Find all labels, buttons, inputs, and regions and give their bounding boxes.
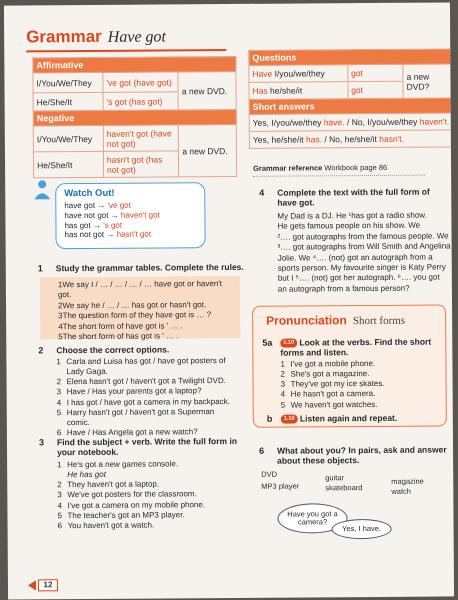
list-item: Lady Gaga.	[66, 367, 108, 377]
list-item: 1 I've got a mobile phone.	[280, 358, 376, 369]
exercise-title: What about you? In pairs, ask and answer about these objects.	[277, 444, 447, 466]
table-cell: hasn't got (has not got)	[103, 151, 179, 178]
watch-out-line: have got → 've got	[64, 201, 131, 211]
grammar-heading: Grammar	[26, 26, 102, 47]
page-number: 12	[38, 579, 58, 591]
list-item: 3 We've got posters for the classroom.	[57, 489, 197, 500]
watch-out-line: has not got → hasn't got	[64, 229, 152, 240]
text-line: an autograph from a famous person?	[277, 283, 410, 294]
list-item: 4 He hasn't got a camera.	[280, 389, 376, 400]
page-arrow-icon	[28, 580, 36, 590]
exercise-title: Complete the text with the full form of have got.	[277, 186, 430, 208]
list-item: 4 I has got / have got a camera in my backpack.	[56, 396, 230, 407]
exercise-number: 5a	[262, 337, 273, 348]
exercise-title: 1.10 Look at the verbs. Find the short forms and listen.	[280, 336, 432, 358]
exercise-number: 2	[38, 345, 44, 356]
exercise-number: 6	[259, 445, 265, 456]
exercise-number: 4	[259, 187, 265, 198]
section-title	[26, 26, 226, 49]
textbook-page	[4, 2, 454, 599]
text-line: but I ⁵…. (not) got her autograph. ⁶…. you got	[277, 272, 440, 284]
watch-out-box	[55, 182, 205, 249]
list-item: 6 You haven't got a watch.	[57, 520, 155, 531]
text-line: sports person. My favourite singer is Katy Perry	[277, 262, 446, 273]
speech-bubble: Yes, I have.	[332, 519, 392, 539]
list-item: 2 Elena hasn't got / haven't got a Twilight DVD.	[56, 376, 227, 387]
table-cell: a new DVD.	[178, 71, 236, 109]
text-line: He gets famous people on his show. We	[277, 221, 421, 232]
exercise-title: 1.10 Listen again and repeat.	[281, 413, 397, 424]
questions-header: Questions	[249, 49, 453, 65]
grammar-subheading: Have got	[107, 28, 167, 46]
exercise-title: Choose the correct options.	[56, 344, 170, 356]
list-item: 3 Have / Has your parents got a laptop?	[56, 386, 202, 397]
watch-out-title: Watch Out!	[64, 187, 115, 200]
list-item: 4 I've got a camera on my mobile phone.	[57, 499, 206, 510]
exercise-number: b	[266, 413, 273, 424]
word-item: guitar	[325, 473, 345, 483]
list-item: 5The short form of has got is ' … .	[58, 331, 179, 342]
table-cell: He/She/It	[33, 92, 103, 110]
affirmative-negative-table	[32, 56, 237, 178]
exercise-title: Study the grammar tables. Complete the rules.	[55, 261, 244, 274]
table-cell: I/You/We/They	[33, 125, 103, 151]
table-cell: got	[348, 81, 404, 98]
table-cell: Yes, he/she/it has. / No, he/she/it hasn't.	[249, 130, 453, 148]
list-item: 6 Have / Has Angela got a new watch?	[56, 427, 198, 438]
pronunciation-title: Pronunciation Short forms	[266, 313, 406, 328]
text-line: Jolie. We ⁴…. (not) got an autograph from a	[277, 252, 433, 263]
table-cell: Have I/you/we/they	[249, 65, 348, 83]
table-cell: a new DVD?	[403, 64, 453, 98]
exercise-list	[280, 359, 384, 411]
divider	[253, 175, 425, 177]
text-line: ³…. got autographs from Will Smith and Angelina	[277, 241, 451, 252]
list-item: 3 They've got my ice skates.	[280, 379, 385, 389]
table-cell: got	[348, 64, 404, 81]
rules-box	[40, 276, 240, 342]
word-item: MP3 player	[261, 481, 300, 491]
table-cell: 's got (has got)	[103, 92, 179, 111]
questions-answers-table	[248, 48, 453, 148]
table-cell: haven't got (have not got)	[103, 125, 179, 152]
text-line: My Dad is a DJ. He ¹has got a radio show.	[277, 210, 427, 221]
speech-bubble: Have you got a camera?	[277, 503, 347, 533]
word-item: DVD	[261, 469, 278, 479]
affirmative-header: Affirmative	[33, 56, 236, 72]
word-item: skateboard	[325, 483, 363, 493]
word-item: watch	[391, 486, 411, 496]
exercise-number: 3	[38, 437, 45, 448]
short-answers-header: Short answers	[249, 98, 453, 114]
watch-out-line: has got → 's got	[64, 220, 123, 230]
list-item: 3The question form of they have got is … ?	[58, 310, 212, 321]
title-underline	[26, 49, 226, 52]
grammar-reference: Grammar reference Workbook page 86	[253, 162, 388, 173]
audio-track-icon[interactable]: 1.10	[281, 415, 298, 424]
list-item: 1We say I / … / … / … / … have got or haven't got.	[57, 279, 223, 300]
table-cell: Has he/she/it	[249, 82, 348, 100]
list-item: 2We say he / … / … has got or hasn't got.	[57, 299, 207, 310]
negative-header: Negative	[33, 109, 236, 125]
exercise-list	[57, 459, 247, 531]
table-cell: 've got (have got)	[103, 72, 179, 93]
watch-out-line: have not got → haven't got	[64, 210, 160, 221]
text-line: ²…. got autographs from the famous people. We	[277, 231, 449, 242]
table-cell: I/You/We/They	[33, 72, 103, 92]
person-icon	[33, 179, 51, 201]
list-item: 5 We haven't got watches.	[280, 399, 378, 410]
list-item: He has got	[67, 470, 106, 480]
list-item: 5 Harry hasn't got / haven't got a Superman	[56, 406, 215, 417]
word-item: magazine	[391, 476, 424, 486]
list-item: 4The short form of have got is ' … .	[58, 320, 183, 331]
exercise-title: Find the subject + verb. Write the full form in your notebook.	[56, 435, 238, 458]
exercise-list	[56, 356, 247, 439]
table-cell: Yes, I/you/we/they have. / No, I/you/we/they haven't.	[249, 113, 453, 131]
list-item: 1 He's got a new games console.	[57, 459, 179, 470]
audio-track-icon[interactable]: 1.10	[280, 339, 297, 348]
list-item: comic.	[66, 417, 91, 428]
list-item: 1 Carla and Luisa has got / have got posters of	[56, 356, 226, 367]
list-item: 2 She's got a magazine.	[280, 369, 370, 379]
exercise-number: 1	[37, 263, 43, 274]
exercise-text	[277, 210, 450, 294]
list-item: 2 They haven't got a laptop.	[57, 479, 160, 490]
list-item: 5 The teacher's got an MP3 player.	[57, 510, 185, 520]
table-cell: a new DVD.	[179, 124, 237, 176]
table-cell: He/She/It	[33, 151, 103, 177]
